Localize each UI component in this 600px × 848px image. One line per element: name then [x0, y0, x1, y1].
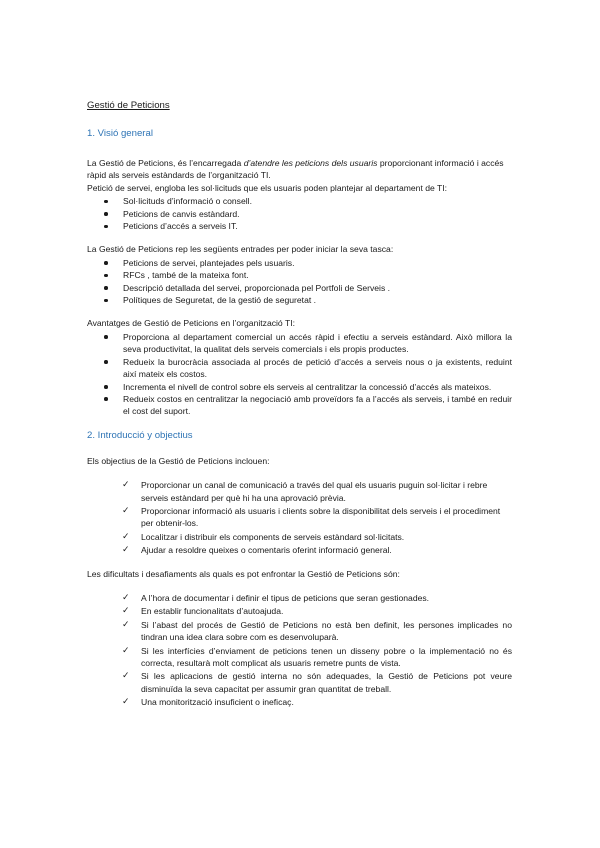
check-icon: ✓ — [122, 480, 130, 491]
list-item-text: Proporcionar un canal de comunicació a través del qual els usuaris puguin sol·licitar i rebre serveis estàndard per què hi ha una aprovació prèvia. — [141, 480, 488, 503]
list-item: Peticions de canvis estàndard. — [87, 208, 512, 220]
petition-definition: Petició de servei, engloba les sol·licituds que els usuaris poden plantejar al departament de TI: — [87, 182, 448, 193]
challenges-list — [87, 592, 512, 709]
objectives-list — [87, 479, 512, 556]
list-item-text: En establir funcionalitats d’autoajuda. — [141, 606, 284, 617]
list-item — [87, 479, 512, 504]
list-item-text: Localitzar i distribuir els components de serveis estàndard sol·licitats. — [141, 531, 405, 542]
list-item: Redueix la burocràcia associada al procés de petició d’accés a serveis nous o ja existents, reduint així mateix els costos. — [87, 356, 512, 381]
list-item — [87, 619, 512, 644]
advantages-intro: Avantatges de Gestió de Peticions en l’organització TI: — [87, 318, 295, 329]
list-item: Polítiques de Seguretat, de la gestió de seguretat . — [87, 294, 512, 306]
list-item — [87, 605, 512, 617]
check-icon: ✓ — [122, 645, 130, 656]
check-icon: ✓ — [122, 545, 130, 556]
check-icon: ✓ — [122, 592, 130, 603]
petition-types-list — [87, 195, 512, 232]
advantages-list — [87, 331, 512, 418]
list-item: Peticions de servei, plantejades pels usuaris. — [87, 257, 512, 269]
section-1-heading: 1. Visió general — [87, 128, 153, 139]
check-icon: ✓ — [122, 619, 130, 630]
list-item — [87, 696, 512, 708]
list-item: Peticions d’accés a serveis IT. — [87, 220, 512, 232]
list-item: Sol·licituds d’informació o consell. — [87, 195, 512, 207]
inputs-intro: La Gestió de Peticions rep les següents entrades per poder iniciar la seva tasca: — [87, 244, 394, 255]
list-item: Descripció detallada del servei, proporcionada pel Portfoli de Serveis . — [87, 282, 512, 294]
list-item-text: Una monitorització insuficient o ineficaç. — [141, 697, 294, 708]
list-item-text: Ajudar a resoldre queixes o comentaris oferint informació general. — [141, 545, 392, 556]
check-icon: ✓ — [122, 671, 130, 682]
list-item: Proporciona al departament comercial un accés ràpid i efectiu a serveis estàndard. Això millora la seva productivitat, la qualitat dels serveis comercials i els propis productes. — [87, 331, 512, 356]
list-item-text: Si l’abast del procés de Gestió de Peticions no està ben definit, les persones implicades no tindran una idea clara sobre com es desenvoluparà. — [141, 619, 512, 643]
inputs-list — [87, 257, 512, 307]
challenges-intro: Les dificultats i desafiaments als quals es pot enfrontar la Gestió de Peticions són: — [87, 568, 400, 579]
objectives-intro: Els objectius de la Gestió de Peticions inclouen: — [87, 455, 270, 466]
list-item — [87, 505, 512, 530]
section-2-heading: 2. Introducció y objectius — [87, 429, 193, 441]
list-item-text: Si les aplicacions de gestió interna no són adequades, la Gestió de Peticions pot veure disminuïda la seva capacitat per assumir gran quantitat de treball. — [141, 671, 512, 694]
list-item-text: Si les interfícies d’enviament de peticions tenen un disseny pobre o la implementació no és correcta, resultarà molt complicat als usuaris remetre punts de vista. — [141, 645, 512, 668]
check-icon: ✓ — [122, 531, 130, 542]
list-item — [87, 544, 512, 556]
list-item: Incrementa el nivell de control sobre els serveis al centralitzar la concessió d’accés als mateixos. — [87, 381, 512, 393]
list-item: RFCs , també de la mateixa font. — [87, 269, 512, 281]
list-item — [87, 645, 512, 670]
check-icon: ✓ — [122, 606, 130, 617]
check-icon: ✓ — [122, 697, 130, 708]
document-title: Gestió de Peticions — [87, 100, 170, 111]
intro-paragraph — [87, 157, 512, 182]
check-icon: ✓ — [122, 505, 130, 516]
list-item — [87, 531, 512, 543]
list-item — [87, 592, 512, 604]
list-item — [87, 670, 512, 695]
intro-text-start: La Gestió de Peticions, és l’encarregada — [87, 158, 244, 168]
intro-text-end: proporcionant informació i accés ràpid als serveis estàndards de l’organització TI. — [87, 158, 504, 181]
list-item-text: A l’hora de documentar i definir el tipus de peticions que seran gestionades. — [141, 592, 430, 603]
intro-text-italic: d’atendre les peticions dels usuaris — [243, 158, 378, 168]
list-item-text: Proporcionar informació als usuaris i clients sobre la disponibilitat dels serveis i el procediment per obtenir-los. — [141, 505, 501, 529]
list-item: Redueix costos en centralitzar la negociació amb proveïdors fa a l’accés als serveis, i també en reduir el cost del suport. — [87, 393, 512, 418]
